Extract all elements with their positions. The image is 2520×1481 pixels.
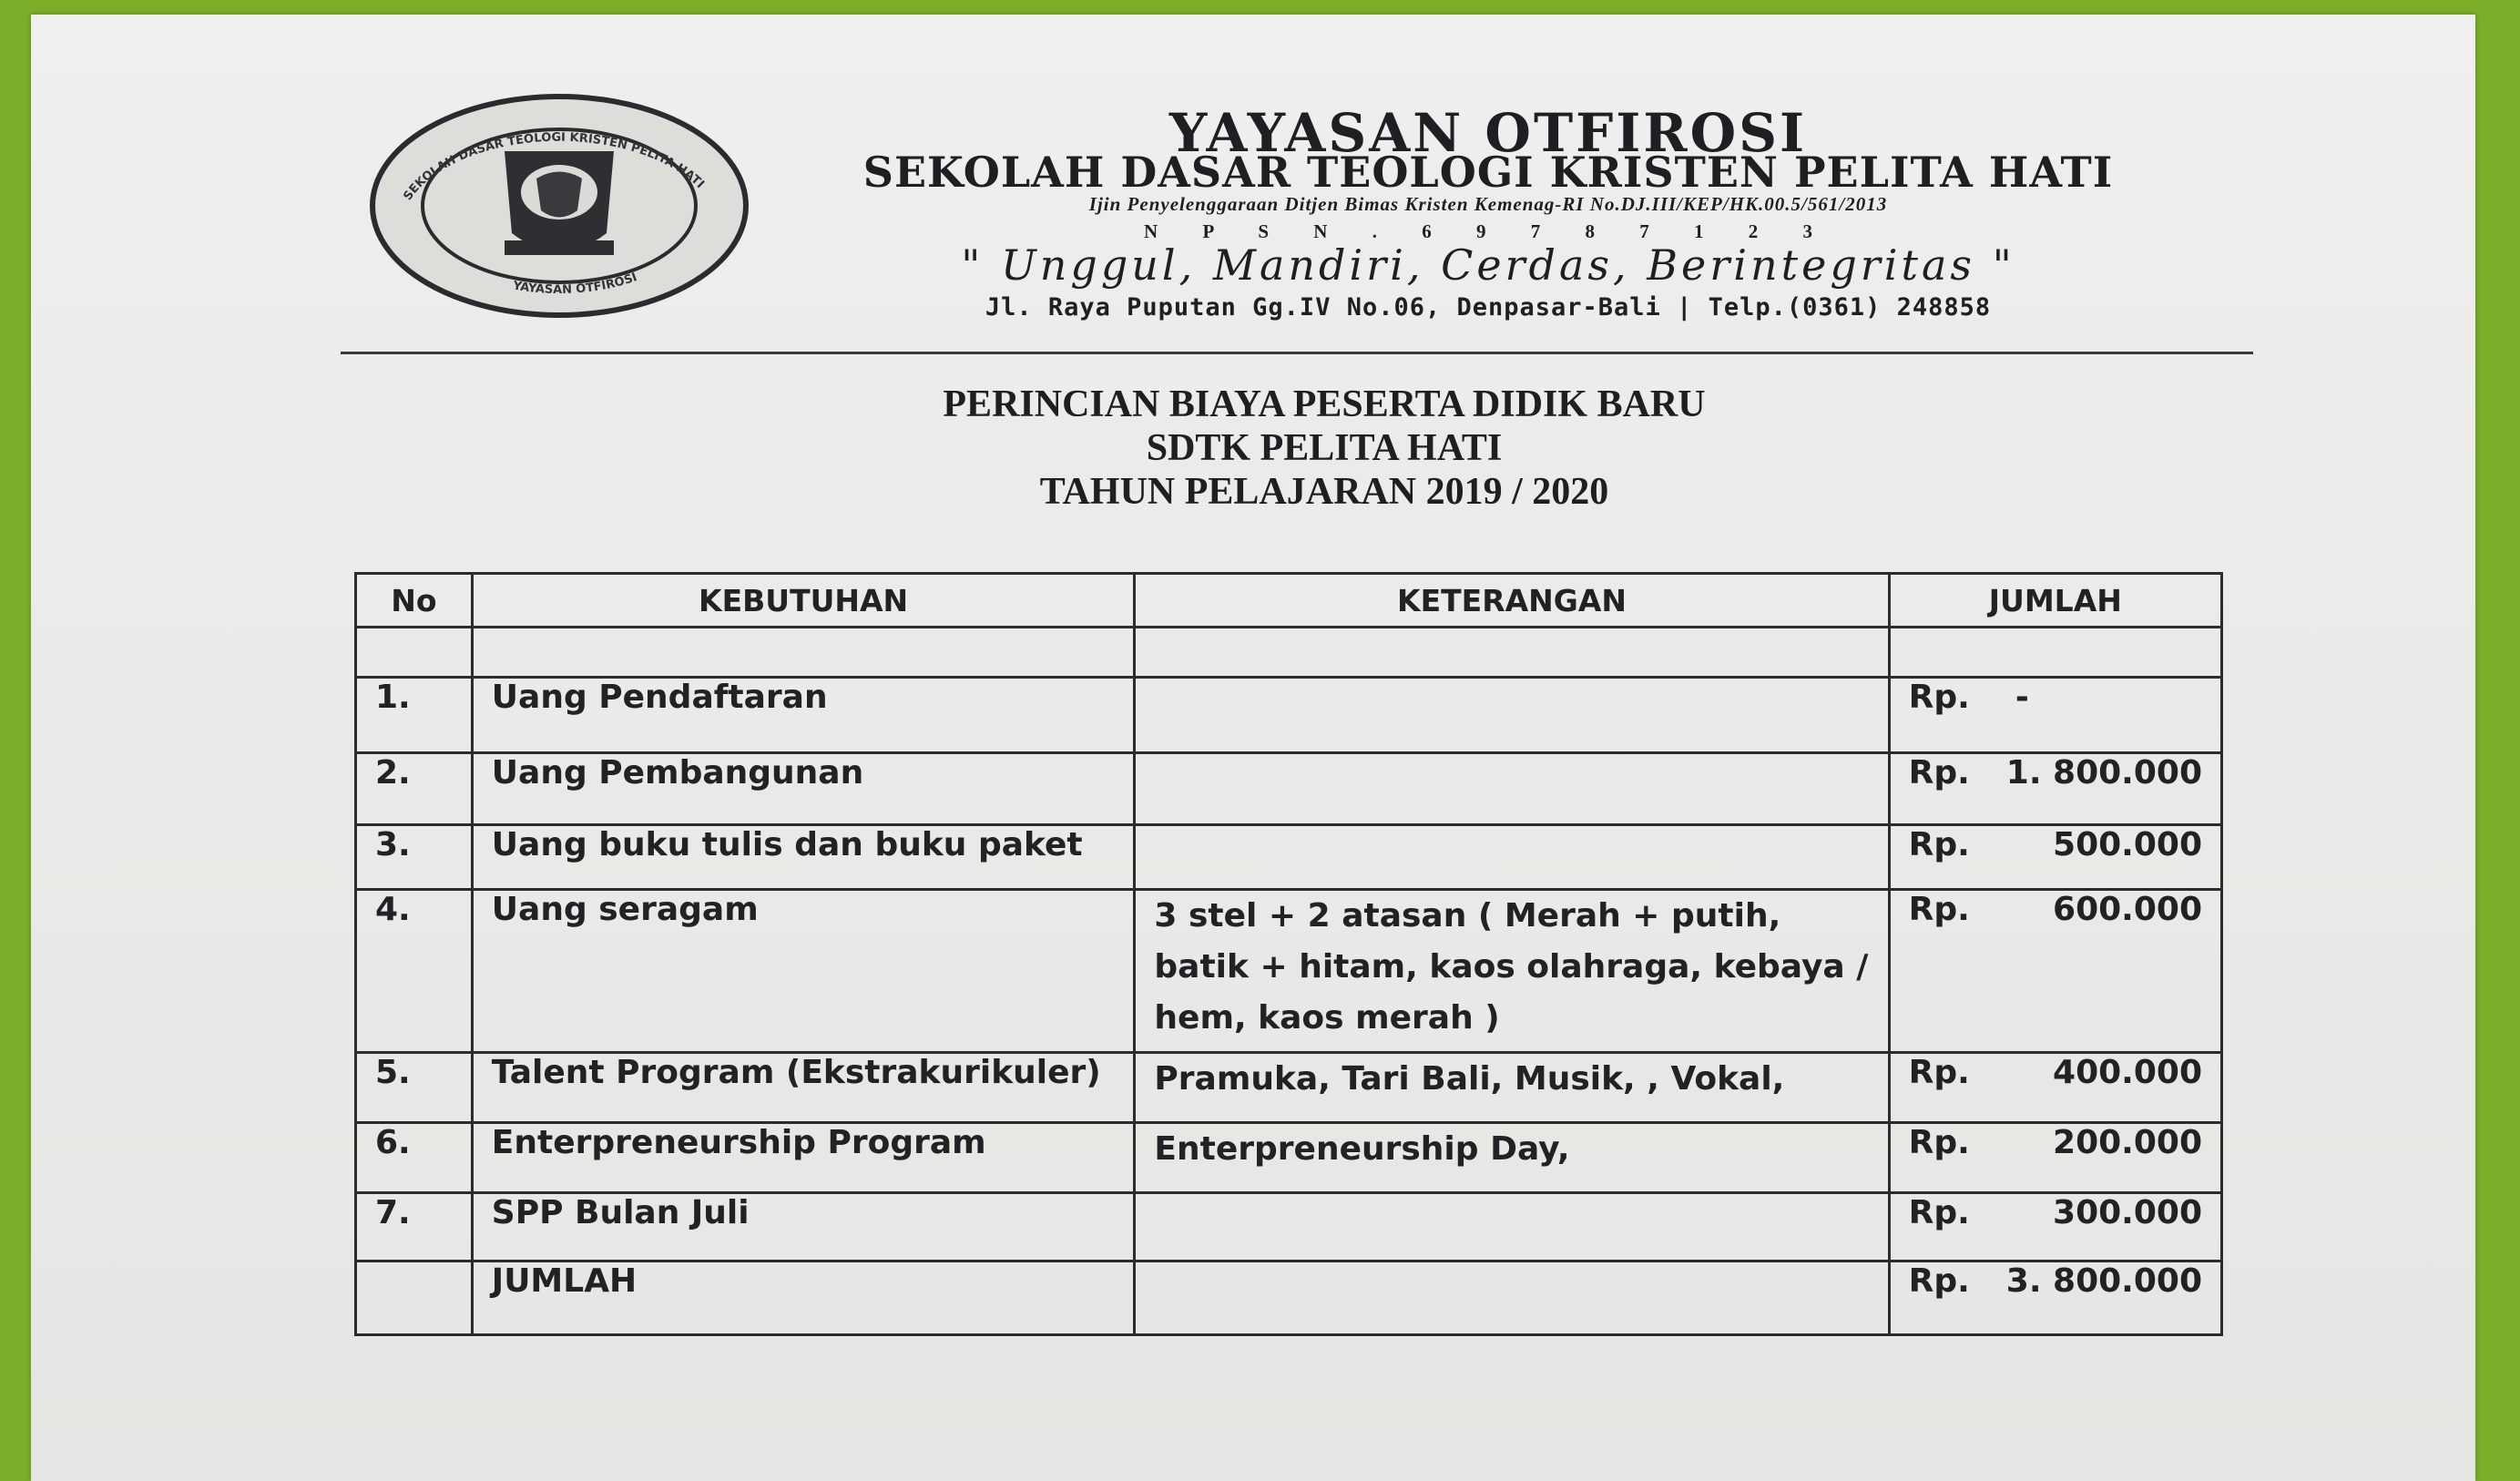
row-need: Uang seragam — [472, 890, 1135, 1053]
school-emblem-icon — [368, 87, 750, 324]
row-amount-value: - — [2015, 679, 2029, 716]
column-header-no: No — [356, 574, 473, 628]
row-description: 3 stel + 2 atasan ( Merah + putih, batik + hitam, kaos olahraga, kebaya / hem, kaos merah ) — [1135, 890, 1889, 1053]
row-amount — [1889, 825, 2221, 890]
row-amount-value: 200.000 — [2053, 1124, 2202, 1161]
row-currency: Rp. — [1908, 826, 1970, 863]
row-amount — [1889, 678, 2221, 753]
column-header-description: KETERANGAN — [1135, 574, 1889, 628]
row-number: 4. — [356, 890, 473, 1053]
row-need: Talent Program (Ekstrakurikuler) — [472, 1053, 1135, 1123]
table-row — [356, 753, 2222, 825]
fee-breakdown-table — [354, 572, 2223, 1336]
row-currency: Rp. — [1908, 754, 1970, 792]
row-description — [1135, 753, 1889, 825]
table-row — [356, 825, 2222, 890]
row-amount-value: 400.000 — [2053, 1054, 2202, 1091]
table-blank-row — [356, 628, 2222, 678]
total-currency: Rp. — [1908, 1262, 1970, 1300]
table-header-row — [356, 574, 2222, 628]
row-amount-value: 600.000 — [2053, 891, 2202, 928]
row-number: 7. — [356, 1193, 473, 1261]
document-subtitle-year: TAHUN PELAJARAN 2019 / 2020 — [1039, 471, 1609, 513]
row-amount — [1889, 1053, 2221, 1123]
row-currency: Rp. — [1908, 679, 1970, 716]
row-amount — [1889, 753, 2221, 825]
row-amount-value: 300.000 — [2053, 1194, 2202, 1231]
column-header-amount: JUMLAH — [1889, 574, 2221, 628]
row-number: 6. — [356, 1123, 473, 1193]
school-motto: " Unggul, Mandiri, Cerdas, Berintegritas " — [961, 240, 2015, 290]
row-description — [1135, 678, 1889, 753]
emblem-ring-text: SEKOLAH DASAR TEOLOGI KRISTEN PELITA HATI — [401, 130, 707, 203]
row-description — [1135, 825, 1889, 890]
row-currency: Rp. — [1908, 1194, 1970, 1231]
row-number: 2. — [356, 753, 473, 825]
table-total-row — [356, 1261, 2222, 1335]
permit-number: Ijin Penyelenggaraan Ditjen Bimas Kristen Kemenag-RI No.DJ.III/KEP/HK.00.5/561/2013 — [1088, 193, 1888, 215]
school-address: Jl. Raya Puputan Gg.IV No.06, Denpasar-Bali | Telp.(0361) 248858 — [985, 293, 1992, 322]
row-amount — [1889, 1123, 2221, 1193]
row-need: SPP Bulan Juli — [472, 1193, 1135, 1261]
document-paper — [31, 15, 2475, 1481]
row-amount — [1889, 890, 2221, 1053]
total-amount — [1889, 1261, 2221, 1335]
total-amount-value: 3. 800.000 — [2005, 1262, 2202, 1300]
foundation-name: YAYASAN OTFIROSI — [1168, 102, 1808, 164]
row-currency: Rp. — [1908, 1054, 1970, 1091]
row-amount — [1889, 1193, 2221, 1261]
npsn-number: N P S N . 6 9 7 8 7 1 2 3 — [1144, 220, 1832, 242]
row-currency: Rp. — [1908, 1124, 1970, 1161]
table-row — [356, 890, 2222, 1053]
row-need: Uang Pendaftaran — [472, 678, 1135, 753]
document-subtitle-school: SDTK PELITA HATI — [1146, 427, 1503, 469]
header-divider — [341, 352, 2253, 354]
table-row — [356, 1053, 2222, 1123]
table-row — [356, 1123, 2222, 1193]
row-amount-value: 1. 800.000 — [2005, 754, 2202, 792]
row-currency: Rp. — [1908, 891, 1970, 928]
row-need: Enterpreneurship Program — [472, 1123, 1135, 1193]
row-description: Pramuka, Tari Bali, Musik, , Vokal, — [1135, 1053, 1889, 1123]
emblem-ring-bottom-text: YAYASAN OTFIROSI — [512, 271, 639, 298]
school-name: SEKOLAH DASAR TEOLOGI KRISTEN PELITA HATI — [862, 148, 2114, 197]
row-need: Uang buku tulis dan buku paket — [472, 825, 1135, 890]
row-number: 1. — [356, 678, 473, 753]
row-number: 5. — [356, 1053, 473, 1123]
table-row — [356, 1193, 2222, 1261]
row-description: Enterpreneurship Day, — [1135, 1123, 1889, 1193]
row-number: 3. — [356, 825, 473, 890]
row-need: Uang Pembangunan — [472, 753, 1135, 825]
document-title: PERINCIAN BIAYA PESERTA DIDIK BARU — [943, 383, 1706, 425]
row-description — [1135, 1193, 1889, 1261]
column-header-need: KEBUTUHAN — [472, 574, 1135, 628]
row-amount-value: 500.000 — [2053, 826, 2202, 863]
table-row — [356, 678, 2222, 753]
total-label: JUMLAH — [472, 1261, 1135, 1335]
